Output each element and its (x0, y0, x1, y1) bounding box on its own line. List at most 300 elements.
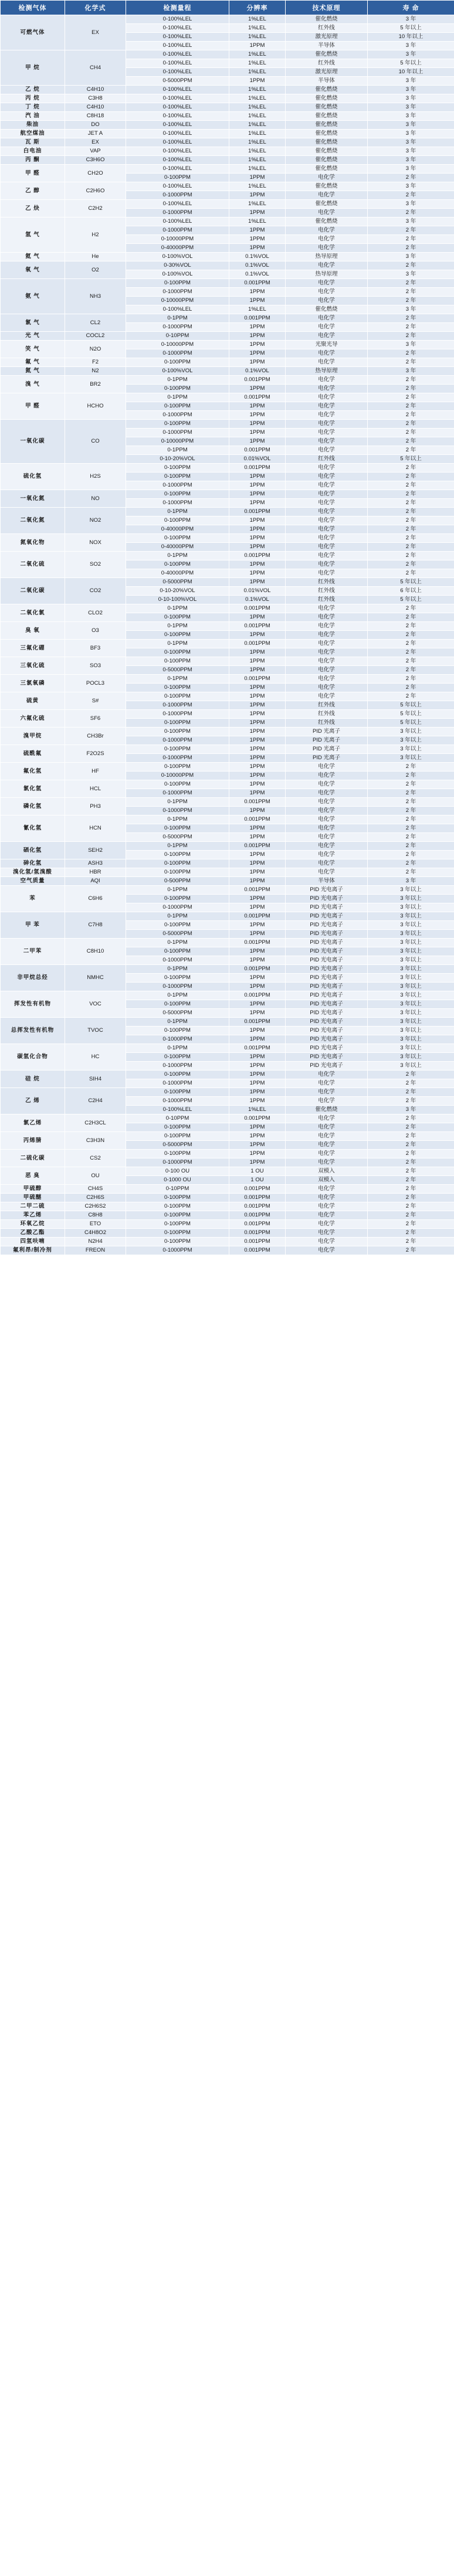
cell-technology: 电化学 (286, 385, 368, 393)
cell-resolution: 1PPM (229, 736, 286, 745)
cell-lifetime: 2 年 (368, 543, 454, 552)
cell-lifetime: 3 年 (368, 877, 454, 886)
table-row (1, 464, 454, 473)
cell-chemical-formula: VOC (65, 991, 126, 1018)
cell-technology: 催化燃烧 (286, 86, 368, 94)
cell-gas-name: 四氢呋喃 (1, 1238, 65, 1246)
cell-chemical-formula: C8H18 (65, 112, 126, 121)
cell-gas-name: 氯化氢 (1, 780, 65, 798)
cell-chemical-formula: O3 (65, 622, 126, 640)
table-row (1, 604, 454, 613)
cell-lifetime: 3 年 (368, 112, 454, 121)
cell-technology: 双模入 (286, 1176, 368, 1185)
cell-lifetime: 2 年 (368, 332, 454, 341)
table-row (1, 393, 454, 402)
cell-resolution: 1PPM (229, 1079, 286, 1088)
cell-range: 0-100%LEL (126, 86, 229, 94)
cell-lifetime: 3 年 (368, 138, 454, 147)
cell-resolution: 1PPM (229, 921, 286, 930)
cell-lifetime: 2 年 (368, 358, 454, 367)
table-row (1, 112, 454, 121)
cell-chemical-formula: PH3 (65, 798, 126, 815)
cell-resolution: 0.001PPM (229, 508, 286, 516)
table-row (1, 279, 454, 288)
cell-lifetime: 2 年 (368, 1141, 454, 1150)
cell-technology: 红外线 (286, 578, 368, 587)
cell-lifetime: 2 年 (368, 1132, 454, 1141)
cell-gas-name: 溴甲烷 (1, 728, 65, 745)
cell-resolution: 0.001PPM (229, 886, 286, 895)
table-row (1, 842, 454, 851)
cell-range: 0-40000PPM (126, 543, 229, 552)
cell-resolution: 1PPM (229, 332, 286, 341)
cell-resolution: 0.1%VOL (229, 261, 286, 270)
cell-range: 0-10-20%VOL (126, 587, 229, 596)
cell-range: 0-100PPM (126, 1150, 229, 1158)
cell-range: 0-100 OU (126, 1167, 229, 1176)
cell-range: 0-100PPM (126, 648, 229, 657)
cell-resolution: 1PPM (229, 666, 286, 675)
cell-range: 0-1000PPM (126, 903, 229, 912)
table-row (1, 15, 454, 24)
cell-gas-name: 可燃气体 (1, 15, 65, 50)
cell-lifetime: 2 年 (368, 402, 454, 411)
cell-resolution: 1PPM (229, 499, 286, 508)
cell-range: 0-100PPM (126, 613, 229, 622)
table-row (1, 1202, 454, 1211)
cell-technology: PID 光电离子 (286, 1000, 368, 1009)
cell-resolution: 1PPM (229, 648, 286, 657)
cell-lifetime: 2 年 (368, 261, 454, 270)
cell-chemical-formula: VAP (65, 147, 126, 156)
cell-technology: 电化学 (286, 437, 368, 446)
cell-range: 0-1000PPM (126, 1246, 229, 1255)
cell-chemical-formula: C3H6O (65, 156, 126, 165)
cell-lifetime: 2 年 (368, 631, 454, 640)
cell-range: 0-1000PPM (126, 288, 229, 297)
cell-chemical-formula: H2 (65, 218, 126, 253)
cell-resolution: 1PPM (229, 429, 286, 437)
table-row (1, 165, 454, 174)
cell-range: 0-1000PPM (126, 191, 229, 200)
cell-resolution: 1PPM (229, 516, 286, 525)
cell-lifetime: 5 年以上 (368, 24, 454, 33)
cell-gas-name: 二氧化氮 (1, 508, 65, 534)
cell-resolution: 0.001PPM (229, 1044, 286, 1053)
cell-technology: 电化学 (286, 402, 368, 411)
cell-gas-name: 甲硫醇 (1, 1185, 65, 1194)
cell-range: 0-100%LEL (126, 182, 229, 191)
table-row (1, 1185, 454, 1194)
cell-range: 0-100%LEL (126, 42, 229, 50)
cell-lifetime: 3 年 (368, 103, 454, 112)
table-row (1, 868, 454, 877)
cell-resolution: 0.001PPM (229, 376, 286, 385)
cell-lifetime: 2 年 (368, 833, 454, 842)
cell-lifetime: 2 年 (368, 807, 454, 815)
cell-technology: 电化学 (286, 1158, 368, 1167)
cell-range: 0-1000PPM (126, 710, 229, 719)
cell-resolution: 0.001PPM (229, 939, 286, 947)
cell-gas-name: 恶 臭 (1, 1167, 65, 1185)
cell-lifetime: 5 年以上 (368, 596, 454, 604)
cell-technology: 电化学 (286, 604, 368, 613)
cell-technology: 电化学 (286, 569, 368, 578)
cell-technology: PID 光电离子 (286, 1053, 368, 1062)
cell-technology: 电化学 (286, 684, 368, 692)
cell-gas-name: 环氧乙烷 (1, 1220, 65, 1229)
cell-range: 0-100%LEL (126, 165, 229, 174)
cell-technology: 催化燃烧 (286, 200, 368, 209)
cell-chemical-formula: CO2 (65, 578, 126, 604)
cell-resolution: 1PPM (229, 543, 286, 552)
cell-resolution: 1%LEL (229, 138, 286, 147)
cell-lifetime: 3 年以上 (368, 1053, 454, 1062)
cell-range: 0-40000PPM (126, 244, 229, 253)
cell-range: 0-1000PPM (126, 323, 229, 332)
cell-technology: 电化学 (286, 789, 368, 798)
cell-range: 0-1PPM (126, 640, 229, 648)
cell-gas-name: 硫化氢 (1, 464, 65, 490)
table-row (1, 261, 454, 270)
cell-range: 0-100PPM (126, 947, 229, 956)
cell-lifetime: 2 年 (368, 464, 454, 473)
cell-chemical-formula: HC (65, 1044, 126, 1070)
cell-resolution: 1PPM (229, 868, 286, 877)
cell-range: 0-30%VOL (126, 261, 229, 270)
cell-resolution: 1%LEL (229, 112, 286, 121)
cell-resolution: 1PPM (229, 1009, 286, 1018)
cell-technology: 红外线 (286, 596, 368, 604)
cell-range: 0-100PPM (126, 895, 229, 903)
cell-technology: 催化燃烧 (286, 103, 368, 112)
cell-technology: 电化学 (286, 807, 368, 815)
cell-technology: 电化学 (286, 1150, 368, 1158)
table-row (1, 218, 454, 226)
cell-range: 0-100%LEL (126, 15, 229, 24)
cell-range: 0-1PPM (126, 798, 229, 807)
cell-lifetime: 3 年 (368, 156, 454, 165)
cell-technology: 电化学 (286, 780, 368, 789)
cell-chemical-formula: He (65, 253, 126, 261)
cell-chemical-formula: SO2 (65, 552, 126, 578)
cell-gas-name: 苯 (1, 886, 65, 912)
cell-technology: 电化学 (286, 349, 368, 358)
cell-resolution: 1PPM (229, 851, 286, 859)
table-row (1, 1114, 454, 1123)
cell-technology: 电化学 (286, 332, 368, 341)
cell-resolution: 1PPM (229, 473, 286, 481)
cell-technology: PID 光电离子 (286, 939, 368, 947)
cell-range: 0-500PPM (126, 877, 229, 886)
cell-resolution: 1%LEL (229, 15, 286, 24)
cell-resolution: 1PPM (229, 772, 286, 780)
cell-chemical-formula: ETO (65, 1220, 126, 1229)
cell-range: 0-100%LEL (126, 59, 229, 68)
cell-resolution: 0.1%VOL (229, 596, 286, 604)
cell-technology: 双模入 (286, 1167, 368, 1176)
table-row (1, 200, 454, 209)
cell-technology: 电化学 (286, 772, 368, 780)
cell-chemical-formula: BR2 (65, 376, 126, 393)
cell-gas-name: 一氧化氮 (1, 490, 65, 508)
cell-technology: 电化学 (286, 1185, 368, 1194)
cell-technology: 电化学 (286, 1114, 368, 1123)
cell-resolution: 1PPM (229, 560, 286, 569)
cell-technology: PID 光电离子 (286, 921, 368, 930)
cell-range: 0-100%LEL (126, 121, 229, 130)
cell-range: 0-1000PPM (126, 499, 229, 508)
table-row (1, 640, 454, 648)
table-row (1, 1167, 454, 1176)
cell-resolution: 0.001PPM (229, 446, 286, 455)
column-header-gas: 检测气体 (1, 1, 65, 15)
cell-lifetime: 2 年 (368, 191, 454, 200)
table-row (1, 94, 454, 103)
cell-chemical-formula: TVOC (65, 1018, 126, 1044)
cell-lifetime: 2 年 (368, 851, 454, 859)
cell-range: 0-100PPM (126, 1220, 229, 1229)
cell-lifetime: 3 年以上 (368, 991, 454, 1000)
cell-range: 0-100%LEL (126, 138, 229, 147)
cell-technology: 电化学 (286, 499, 368, 508)
cell-lifetime: 3 年 (368, 130, 454, 138)
cell-resolution: 1PPM (229, 657, 286, 666)
cell-chemical-formula: NO (65, 490, 126, 508)
cell-range: 0-1000PPM (126, 1062, 229, 1070)
cell-gas-name: 苯乙烯 (1, 1211, 65, 1220)
cell-lifetime: 3 年 (368, 253, 454, 261)
cell-range: 0-5000PPM (126, 578, 229, 587)
cell-lifetime: 2 年 (368, 209, 454, 218)
cell-lifetime: 3 年 (368, 77, 454, 86)
cell-range: 0-1PPM (126, 314, 229, 323)
cell-range: 0-5000PPM (126, 930, 229, 939)
cell-lifetime: 2 年 (368, 1229, 454, 1238)
cell-range: 0-10-100%VOL (126, 596, 229, 604)
cell-technology: 电化学 (286, 833, 368, 842)
cell-technology: 激光原理 (286, 33, 368, 42)
cell-lifetime: 2 年 (368, 560, 454, 569)
cell-technology: 红外线 (286, 24, 368, 33)
cell-lifetime: 2 年 (368, 763, 454, 772)
cell-chemical-formula: HCL (65, 780, 126, 798)
cell-chemical-formula: CH3Br (65, 728, 126, 745)
cell-gas-name: 硫酰氟 (1, 745, 65, 763)
cell-lifetime: 2 年 (368, 437, 454, 446)
cell-gas-name: 硒化氢 (1, 842, 65, 859)
cell-range: 0-100PPM (126, 1070, 229, 1079)
cell-technology: 电化学 (286, 429, 368, 437)
cell-lifetime: 2 年 (368, 868, 454, 877)
cell-gas-name: 氧 气 (1, 261, 65, 279)
cell-lifetime: 3 年 (368, 367, 454, 376)
cell-resolution: 1PPM (229, 903, 286, 912)
cell-gas-name: 汽 油 (1, 112, 65, 121)
cell-technology: 热导原理 (286, 367, 368, 376)
cell-technology: 电化学 (286, 244, 368, 253)
cell-gas-name: 丙 烷 (1, 94, 65, 103)
cell-technology: PID 光电离子 (286, 903, 368, 912)
table-row (1, 877, 454, 886)
cell-technology: PID 光电离子 (286, 1062, 368, 1070)
cell-lifetime: 3 年以上 (368, 745, 454, 754)
cell-lifetime: 2 年 (368, 789, 454, 798)
cell-resolution: 1PPM (229, 877, 286, 886)
cell-lifetime: 3 年以上 (368, 965, 454, 974)
table-row (1, 763, 454, 772)
cell-resolution: 1PPM (229, 481, 286, 490)
cell-gas-name: 航空煤油 (1, 130, 65, 138)
cell-lifetime: 2 年 (368, 552, 454, 560)
cell-resolution: 1PPM (229, 754, 286, 763)
cell-resolution: 0.001PPM (229, 675, 286, 684)
cell-gas-name: 乙酸乙酯 (1, 1229, 65, 1238)
cell-lifetime: 2 年 (368, 420, 454, 429)
cell-technology: 催化燃烧 (286, 147, 368, 156)
table-row (1, 1229, 454, 1238)
cell-lifetime: 2 年 (368, 1088, 454, 1097)
cell-lifetime: 2 年 (368, 1211, 454, 1220)
cell-range: 0-100PPM (126, 420, 229, 429)
cell-lifetime: 3 年以上 (368, 939, 454, 947)
cell-range: 0-1000PPM (126, 754, 229, 763)
cell-lifetime: 2 年 (368, 815, 454, 824)
cell-lifetime: 2 年 (368, 684, 454, 692)
cell-gas-name: 氮 气 (1, 367, 65, 376)
table-row (1, 1220, 454, 1229)
cell-technology: 电化学 (286, 1079, 368, 1088)
cell-technology: PID 光电离子 (286, 895, 368, 903)
cell-technology: 电化学 (286, 1070, 368, 1079)
gas-sensor-spec-table-container (0, 0, 454, 1255)
cell-range: 0-100%LEL (126, 112, 229, 121)
cell-lifetime: 2 年 (368, 1114, 454, 1123)
cell-gas-name: 氯 气 (1, 314, 65, 332)
cell-chemical-formula: JET A (65, 130, 126, 138)
cell-technology: 光聚光导 (286, 341, 368, 349)
cell-resolution: 1PPM (229, 824, 286, 833)
cell-gas-name: 甲 烷 (1, 50, 65, 86)
cell-resolution: 0.001PPM (229, 1185, 286, 1194)
cell-resolution: 0.001PPM (229, 842, 286, 851)
cell-chemical-formula: CLO2 (65, 604, 126, 622)
cell-range: 0-100PPM (126, 974, 229, 983)
cell-technology: PID 光电离子 (286, 912, 368, 921)
cell-lifetime: 3 年以上 (368, 728, 454, 736)
cell-technology: 电化学 (286, 314, 368, 323)
cell-gas-name: 挥发性有机物 (1, 991, 65, 1018)
cell-resolution: 1PPM (229, 631, 286, 640)
cell-lifetime: 3 年 (368, 86, 454, 94)
cell-resolution: 1%LEL (229, 59, 286, 68)
cell-technology: 电化学 (286, 657, 368, 666)
cell-range: 0-1PPM (126, 675, 229, 684)
cell-resolution: 1PPM (229, 701, 286, 710)
cell-range: 0-10000PPM (126, 437, 229, 446)
cell-technology: 电化学 (286, 640, 368, 648)
cell-resolution: 1PPM (229, 420, 286, 429)
cell-range: 0-100PPM (126, 868, 229, 877)
cell-gas-name: 丁 烷 (1, 103, 65, 112)
cell-technology: 电化学 (286, 851, 368, 859)
cell-technology: PID 光电离子 (286, 983, 368, 991)
cell-range: 0-100%LEL (126, 305, 229, 314)
cell-lifetime: 10 年以上 (368, 68, 454, 77)
cell-gas-name: 非甲烷总烃 (1, 965, 65, 991)
cell-technology: 催化燃烧 (286, 156, 368, 165)
cell-technology: 电化学 (286, 763, 368, 772)
table-row (1, 1070, 454, 1079)
cell-chemical-formula: EX (65, 15, 126, 50)
cell-chemical-formula: CH4 (65, 50, 126, 86)
cell-lifetime: 2 年 (368, 1079, 454, 1088)
cell-chemical-formula: CL2 (65, 314, 126, 332)
cell-range: 0-100PPM (126, 780, 229, 789)
cell-resolution: 1PPM (229, 1035, 286, 1044)
cell-gas-name: 光 气 (1, 332, 65, 341)
cell-chemical-formula: HBR (65, 868, 126, 877)
table-row (1, 1132, 454, 1141)
cell-lifetime: 2 年 (368, 516, 454, 525)
cell-lifetime: 2 年 (368, 314, 454, 323)
cell-lifetime: 3 年 (368, 121, 454, 130)
cell-lifetime: 2 年 (368, 1185, 454, 1194)
cell-lifetime: 2 年 (368, 648, 454, 657)
cell-resolution: 1PPM (229, 1141, 286, 1150)
cell-resolution: 1PPM (229, 763, 286, 772)
cell-technology: 电化学 (286, 508, 368, 516)
cell-chemical-formula: CH4S (65, 1185, 126, 1194)
cell-range: 0-5000PPM (126, 77, 229, 86)
cell-gas-name: 总挥发性有机物 (1, 1018, 65, 1044)
cell-chemical-formula: O2 (65, 261, 126, 279)
cell-gas-name: 二氧化硫 (1, 552, 65, 578)
cell-gas-name: 氟化氢 (1, 763, 65, 780)
cell-lifetime: 2 年 (368, 1246, 454, 1255)
cell-resolution: 1%LEL (229, 218, 286, 226)
cell-lifetime: 2 年 (368, 393, 454, 402)
cell-range: 0-5000PPM (126, 1009, 229, 1018)
table-row (1, 886, 454, 895)
cell-range: 0-10-20%VOL (126, 455, 229, 464)
cell-technology: 催化燃烧 (286, 121, 368, 130)
cell-lifetime: 2 年 (368, 376, 454, 385)
cell-technology: 电化学 (286, 226, 368, 235)
cell-resolution: 1PPM (229, 323, 286, 332)
cell-range: 0-100%LEL (126, 103, 229, 112)
table-row (1, 728, 454, 736)
cell-resolution: 1 OU (229, 1176, 286, 1185)
cell-technology: 红外线 (286, 587, 368, 596)
cell-chemical-formula: SF6 (65, 710, 126, 728)
cell-lifetime: 2 年 (368, 446, 454, 455)
cell-lifetime: 5 年以上 (368, 710, 454, 719)
cell-lifetime: 2 年 (368, 604, 454, 613)
cell-lifetime: 3 年 (368, 341, 454, 349)
cell-technology: 电化学 (286, 490, 368, 499)
cell-technology: 半导体 (286, 77, 368, 86)
cell-lifetime: 2 年 (368, 772, 454, 780)
cell-technology: 电化学 (286, 420, 368, 429)
cell-range: 0-1000PPM (126, 349, 229, 358)
cell-range: 0-1PPM (126, 912, 229, 921)
cell-resolution: 1PPM (229, 578, 286, 587)
cell-lifetime: 2 年 (368, 798, 454, 807)
cell-gas-name: 乙 醇 (1, 182, 65, 200)
cell-chemical-formula: C2H4 (65, 1088, 126, 1114)
cell-technology: 电化学 (286, 1229, 368, 1238)
